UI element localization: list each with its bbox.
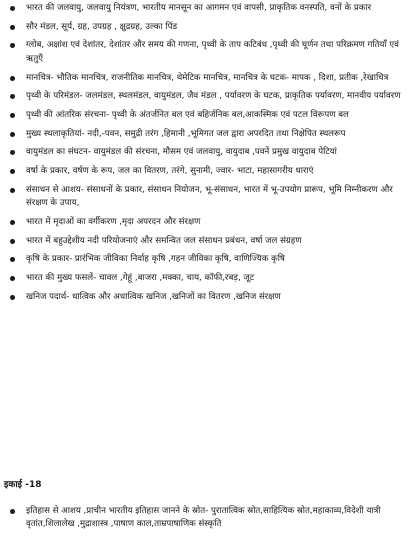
list-item <box>0 291 413 304</box>
list-item <box>0 90 413 103</box>
bullet-icon <box>10 25 15 30</box>
unit-topic-list <box>0 505 413 532</box>
list-item <box>0 72 413 85</box>
unit-heading: इकाई -18 <box>4 480 42 490</box>
topic-text: इतिहास से आशय ,प्राचीन भारतीय इतिहास जानने के स्रोत- पुरातात्विक स्रोत,साहित्यिक स्रोत,महाकाव्य,विदेशी यात्री वृतांत,शिलालेख ,मुद्राशास्त्र ,पाषाण काल,ताम्रपाषाणिक संस्कृति <box>26 506 381 530</box>
bullet-icon <box>10 220 15 225</box>
bullet-icon <box>10 188 15 193</box>
bullet-icon <box>10 94 15 99</box>
list-item <box>0 128 413 141</box>
topic-text: भारत की मुख्य फसलें- चावल ,गेहूं ,बाजरा ,मक्का, चाय, कॉफी,रबड़, जूट <box>26 272 255 283</box>
list-item <box>0 184 413 211</box>
list-item <box>0 39 413 66</box>
topic-text: भारत में बहुउद्देशीय नदी परियोजनाएं और समन्वित जल संसाधन प्रबंधन, वर्षा जल संग्रहण <box>26 235 302 246</box>
list-item <box>0 253 413 266</box>
topic-text: मानचित्र- भौतिक मानचित्र, राजनीतिक मानचित्र, थेमेटिक मानचित्र, मानचित्र के घटक- मापक , दिशा, प्रतीक ,रेखाचित्र <box>26 72 389 83</box>
topic-text: भारत की जलवायु, जलवायु नियंत्रण, भारतीय मानसून का आगमन एवं वापसी, प्राकृतिक वनस्पति, वनों के प्रकार <box>26 3 372 13</box>
list-item <box>0 505 413 532</box>
list-item <box>0 2 413 15</box>
bullet-icon <box>10 295 15 300</box>
topic-text: वर्षा के प्रकार, वर्षण के रूप, जल का वितरण, तरंगे, सुनामी, ज्वार- भाटा, महासागरीय धाराएं <box>26 166 314 177</box>
topic-text: कृषि के प्रकार- प्रारंभिक जीविका निर्वाह कृषि ,गहन जीविका कृषि, वाणिज्यिक कृषि <box>26 254 285 265</box>
topic-text: पृथ्वी की आंतरिक संरचना- पृथ्वी के अंतर्जनित बल एवं बहिर्जनिक बल,आकस्मिक एवं पटल विरूपण बल <box>26 109 349 120</box>
bullet-icon <box>10 239 15 244</box>
topic-text: संसाधन से आशय- संसाधनों के प्रकार, संसाधन नियोजन, भू-संसाधन, भारत में भू-उपयोग प्रारूप, भूमि निम्नीकरण और संरक्षण के उपाय, <box>26 184 393 209</box>
list-item <box>0 216 413 229</box>
bullet-icon <box>10 132 15 137</box>
list-item <box>0 235 413 248</box>
topic-text: पृथ्वी के परिमंडल- जलमंडल, स्थलमंडल, वायुमंडल, जैव मंडल , पर्यावरण के घटक, प्राकृतिक पर्यावरण, मानवीय पर्यावरण <box>26 91 401 102</box>
topic-list <box>0 2 413 309</box>
list-item <box>0 146 413 159</box>
bullet-icon <box>10 76 15 81</box>
list-item <box>0 21 413 34</box>
topic-text: ग्लोब, अक्षांश एवं देशांतर, देशांतर और समय की गणना, पृथ्वी के ताप कटिबंध ,पृथ्वी की घूर्णन तथा परिक्रमण गतियाँ एवं ऋतुएँ <box>26 40 399 64</box>
topic-text: सौर मंडल, सूर्य, ग्रह, उपग्रह , क्षुद्रग्रह, उल्का पिंड <box>26 21 178 32</box>
list-item <box>0 272 413 285</box>
bullet-icon <box>10 113 15 118</box>
bullet-icon <box>10 6 15 11</box>
bullet-icon <box>10 150 15 155</box>
bullet-icon <box>10 169 15 174</box>
bullet-icon <box>10 276 15 281</box>
topic-text: मुख्य स्थलाकृतियां- नदी,-पवन, समुद्री तरंग ,हिमानी ,भूमिगत जल द्वारा अपरदित तथा निक्षेपित स्थलरूप <box>26 128 346 139</box>
bullet-icon <box>10 257 15 262</box>
list-item <box>0 165 413 178</box>
topic-text: वायुमंडल का संघटन- वायुमंडल की संरचना, मौसम एवं जलवायु, वायुदाब ,पवनें प्रमुख वायुदाब पेटियां <box>26 147 337 158</box>
list-item <box>0 109 413 122</box>
bullet-icon <box>10 43 15 48</box>
topic-text: खनिज पदार्थ- धात्विक और अधात्विक खनिज ,खनिजों का वितरण ,खनिज संरक्षण <box>26 291 281 302</box>
topic-text: भारत में मृदाओं का वर्गीकरण ,मृदा अपरदन और संरक्षण <box>26 216 201 227</box>
bullet-icon <box>10 509 15 514</box>
